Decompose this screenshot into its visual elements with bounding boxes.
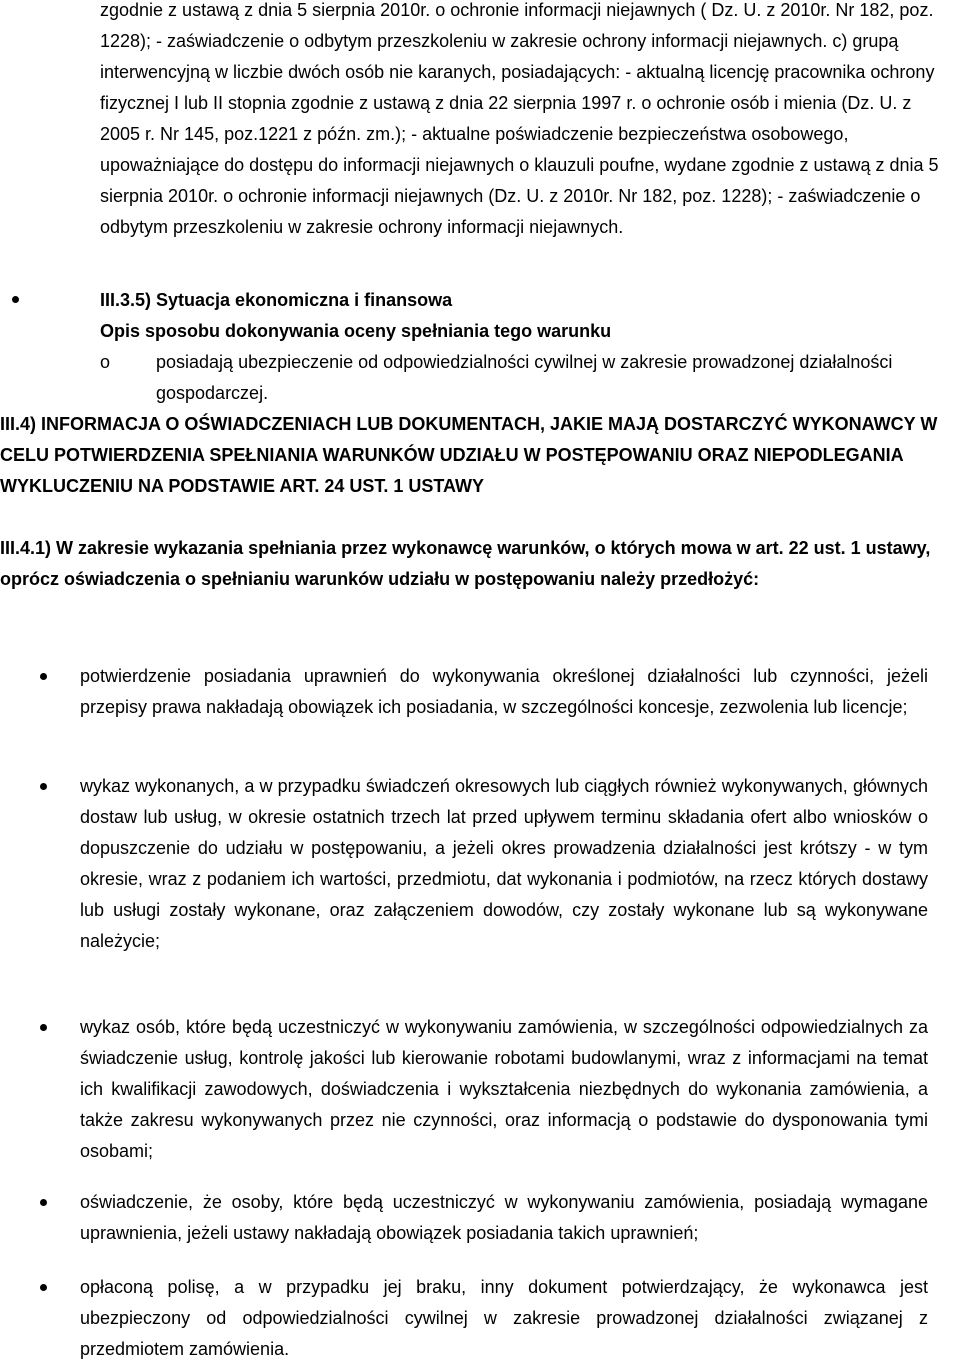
list-item-text: oświadczenie, że osoby, które będą uczestniczyć w wykonywaniu zamówienia, posiadają wymagane uprawnienia, jeżeli ustawy nakładają obowiązek posiadania takich uprawnień; [80, 1192, 928, 1243]
intro-text: zgodnie z ustawą z dnia 5 sierpnia 2010r. o ochronie informacji niejawnych ( Dz. U. z 2010r. Nr 182, poz. 1228); - zaświadczenie o odbytym przeszkoleniu w zakresie ochrony informacji niejawnych. c) grupą interwencyjną w liczbie dwóch osób nie karanych, posiadających: - aktualną licencję pracownika ochrony fizycznej I lub II stopnia zgodnie z ustawą z dnia 22 sierpnia 1997 r. o ochronie osób i mienia (Dz. U. z 2005 r. Nr 145, poz.1221 z późn. zm.); - aktualne poświadczenie bezpieczeństwa osobowego, upoważniające do dostępu do informacji niejawnych o klauzuli poufne, wydane zgodnie z ustawą z dnia 5 sierpnia 2010r. o ochronie informacji niejawnych (Dz. U. z 2010r. Nr 182, poz. 1228); - zaświadczenie o odbytym przeszkoleniu w zakresie ochrony informacji niejawnych. [100, 0, 939, 237]
list-item [80, 771, 928, 957]
insurance-requirement: posiadają ubezpieczenie od odpowiedzialności cywilnej w zakresie prowadzonej działalności gospodarczej. [156, 352, 893, 403]
section-heading-iii-4: III.4) INFORMACJA O OŚWIADCZENIACH LUB DOKUMENTACH, JAKIE MAJĄ DOSTARCZYĆ WYKONAWCY W CELU POTWIERDZENIA SPEŁNIANIA WARUNKÓW UDZIAŁU W POSTĘPOWANIU ORAZ NIEPODLEGANIA WYKLUCZENIU NA PODSTAWIE ART. 24 UST. 1 USTAWY [0, 414, 938, 496]
list-item [80, 661, 928, 723]
bullet-icon [40, 1024, 47, 1031]
bullet-icon [40, 1199, 47, 1206]
intro-paragraph [100, 0, 956, 243]
list-item-text: opłaconą polisę, a w przypadku jej braku, inny dokument potwierdzający, że wykonawca jest ubezpieczony od odpowiedzialności cywilnej w zakresie prowadzonej działalności związanej z przedmiotem zamówienia. [80, 1277, 928, 1359]
list-item [80, 1187, 928, 1249]
bullet-icon [12, 296, 19, 303]
list-item-text: potwierdzenie posiadania uprawnień do wykonywania określonej działalności lub czynności, jeżeli przepisy prawa nakładają obowiązek ich posiadania, w szczególności koncesje, zezwolenia lub licencje; [80, 666, 928, 717]
assessment-method-label: Opis sposobu dokonywania oceny spełniania tego warunku [100, 321, 612, 341]
bullet-icon [40, 673, 47, 680]
section-heading-iii-3-5: III.3.5) Sytuacja ekonomiczna i finansowa [100, 290, 453, 310]
list-item-text: wykaz wykonanych, a w przypadku świadczeń okresowych lub ciągłych również wykonywanych, głównych dostaw lub usług, w okresie ostatnich trzech lat przed upływem terminu składania ofert albo wniosków o dopuszczenie do udziału w postępowaniu, a jeżeli okres prowadzenia działalności jest krótszy - w tym okresie, wraz z podaniem ich wartości, przedmiotu, dat wykonania i podmiotów, na rzecz których dostawy lub usługi zostały wykonane, oraz załączeniem dowodów, czy zostały wykonane lub są wykonywane należycie; [80, 776, 928, 951]
section-subheading-iii-4-1: III.4.1) W zakresie wykazania spełniania przez wykonawcę warunków, o których mowa w art. 22 ust. 1 ustawy, oprócz oświadczenia o spełnianiu warunków udziału w postępowaniu należy przedłożyć: [0, 538, 931, 589]
list-item-text: wykaz osób, które będą uczestniczyć w wykonywaniu zamówienia, w szczególności odpowiedzialnych za świadczenie usług, kontrolę jakości lub kierowanie robotami budowlanymi, wraz z informacjami na temat ich kwalifikacji zawodowych, doświadczenia i wykształcenia niezbędnych do wykonania zamówienia, a także zakresu wykonywanych przez nie czynności, oraz informacją o podstawie do dysponowania tymi osobami; [80, 1017, 928, 1161]
list-item [80, 1012, 928, 1167]
bullet-icon [40, 783, 47, 790]
list-item [80, 1272, 928, 1365]
bullet-icon [40, 1284, 47, 1291]
circle-bullet-icon: o [100, 352, 111, 372]
